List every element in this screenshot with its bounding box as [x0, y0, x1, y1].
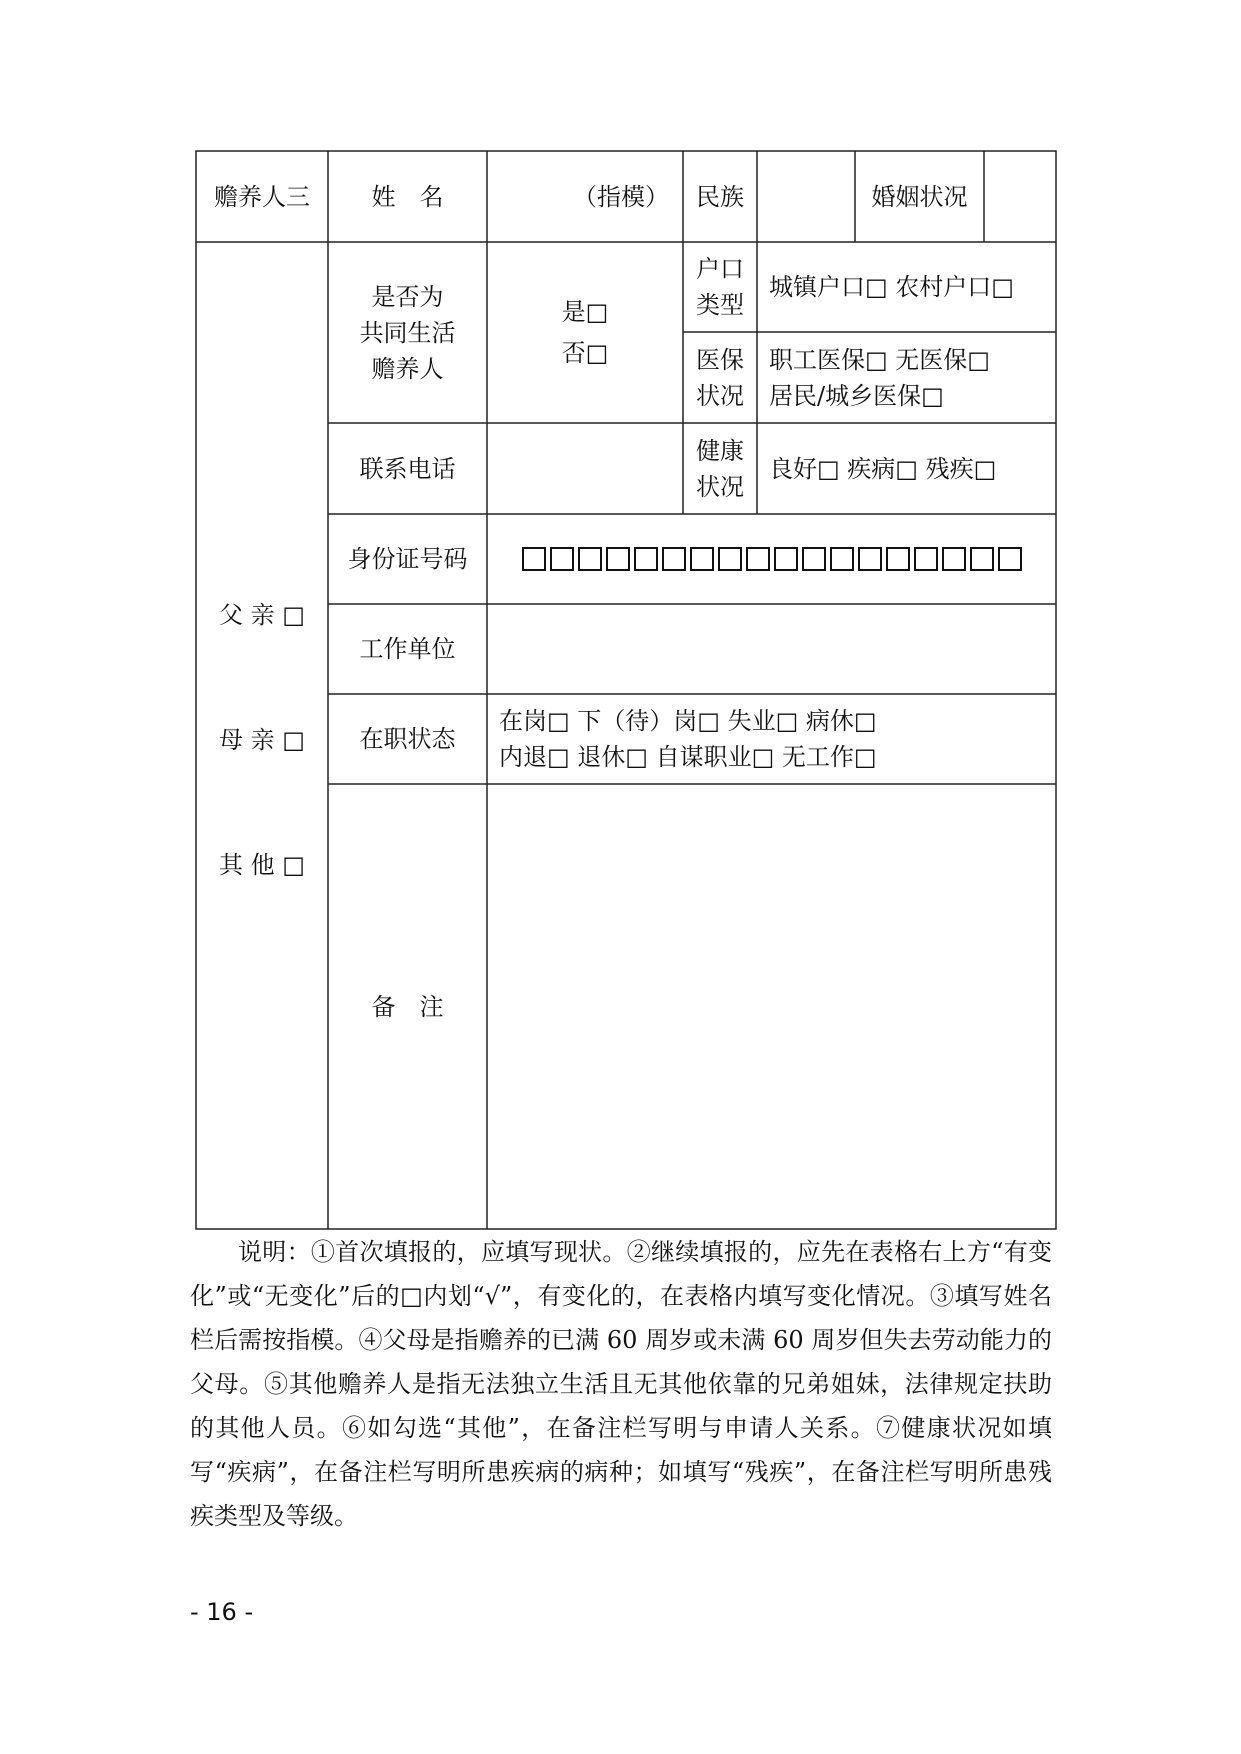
id-digit-box[interactable] [578, 547, 602, 571]
id-digit-box[interactable] [858, 547, 882, 571]
id-digit-box[interactable] [774, 547, 798, 571]
cohabit-yes-checkbox[interactable]: 是□ [561, 297, 609, 326]
relation-mother-checkbox[interactable]: 母 亲 □ [219, 726, 305, 754]
fingerprint-hint: （指模） [573, 182, 669, 211]
cohabit-no-checkbox[interactable]: 否□ [561, 338, 609, 367]
hukou-label-line: 户口 [696, 255, 744, 283]
health-label-line: 状况 [696, 472, 744, 501]
cohabit-label-line: 共同生活 [359, 318, 456, 347]
hukou-options[interactable]: 城镇户口□ 农村户口□ [769, 273, 1014, 301]
cohabit-label [328, 242, 487, 423]
name-field[interactable] [487, 151, 683, 242]
job-status-label: 在职状态 [359, 725, 456, 753]
phone-label: 联系电话 [359, 454, 456, 483]
instructions-note [190, 1230, 1052, 1538]
instructions-text: 说明：①首次填报的，应填写现状。②继续填报的，应先在表格右上方“有变化”或“无变化”后的□内划“√”，有变化的，在表格内填写变化情况。③填写姓名栏后需按指模。④父母是指赡养的已满 60 周岁或未满 60 周岁但失去劳动能力的父母。⑤其他赡养人是指无法独立生活且无其他依靠的兄弟姐妹，法律规定扶助的其他人员。⑥如勾选“其他”，在备注栏写明与申请人关系。⑦健康状况如填写“疾病”，在备注栏写明所患疾病的病种；如填写“残疾”，在备注栏写明所患残疾类型及等级。 [190, 1238, 1052, 1530]
page-number: - 16 - [190, 1598, 254, 1626]
relation-other-checkbox[interactable]: 其 他 □ [219, 851, 305, 879]
remarks-label: 备 注 [371, 992, 444, 1021]
id-digit-box[interactable] [830, 547, 854, 571]
insurance-options-line[interactable]: 职工医保□ 无医保□ [769, 345, 990, 374]
job-status-line[interactable]: 内退□ 退休□ 自谋职业□ 无工作□ [499, 743, 877, 771]
id-number-boxes [522, 547, 1022, 571]
id-digit-box[interactable] [942, 547, 966, 571]
id-digit-box[interactable] [690, 547, 714, 571]
id-digit-box[interactable] [802, 547, 826, 571]
health-label-line: 健康 [696, 436, 744, 465]
cohabit-label-line: 赡养人 [371, 354, 444, 383]
supporter-three-label: 赡养人三 [214, 182, 310, 211]
id-digit-box[interactable] [718, 547, 742, 571]
cohabit-options [487, 242, 683, 423]
workplace-field[interactable] [487, 604, 1056, 694]
health-label [683, 423, 757, 514]
id-number-field[interactable] [487, 514, 1056, 604]
id-digit-box[interactable] [662, 547, 686, 571]
insurance-label [683, 332, 757, 423]
id-digit-box[interactable] [634, 547, 658, 571]
id-digit-box[interactable] [970, 547, 994, 571]
id-digit-box[interactable] [886, 547, 910, 571]
remarks-field[interactable] [487, 784, 1056, 1229]
id-digit-box[interactable] [550, 547, 574, 571]
name-label: 姓 名 [371, 182, 444, 211]
phone-field[interactable] [487, 423, 683, 514]
health-options[interactable]: 良好□ 疾病□ 残疾□ [769, 454, 997, 483]
id-digit-box[interactable] [914, 547, 938, 571]
id-digit-box[interactable] [746, 547, 770, 571]
id-digit-box[interactable] [522, 547, 546, 571]
marital-status-field[interactable] [984, 151, 1056, 242]
cohabit-label-line: 是否为 [371, 282, 444, 311]
insurance-label-line: 状况 [696, 381, 744, 410]
job-status-options [499, 694, 1056, 784]
id-number-label: 身份证号码 [347, 545, 468, 573]
hukou-label [683, 242, 757, 332]
insurance-options [769, 332, 1056, 423]
id-digit-box[interactable] [606, 547, 630, 571]
relation-father-checkbox[interactable]: 父 亲 □ [219, 601, 305, 629]
workplace-label: 工作单位 [359, 635, 456, 663]
insurance-options-line[interactable]: 居民/城乡医保□ [769, 381, 944, 410]
job-status-line[interactable]: 在岗□ 下（待）岗□ 失业□ 病休□ [499, 707, 877, 735]
insurance-label-line: 医保 [696, 345, 744, 374]
marital-status-label: 婚姻状况 [871, 182, 968, 211]
id-digit-box[interactable] [998, 547, 1022, 571]
ethnicity-label: 民族 [696, 182, 744, 211]
ethnicity-field[interactable] [757, 151, 855, 242]
hukou-label-line: 类型 [696, 291, 744, 319]
